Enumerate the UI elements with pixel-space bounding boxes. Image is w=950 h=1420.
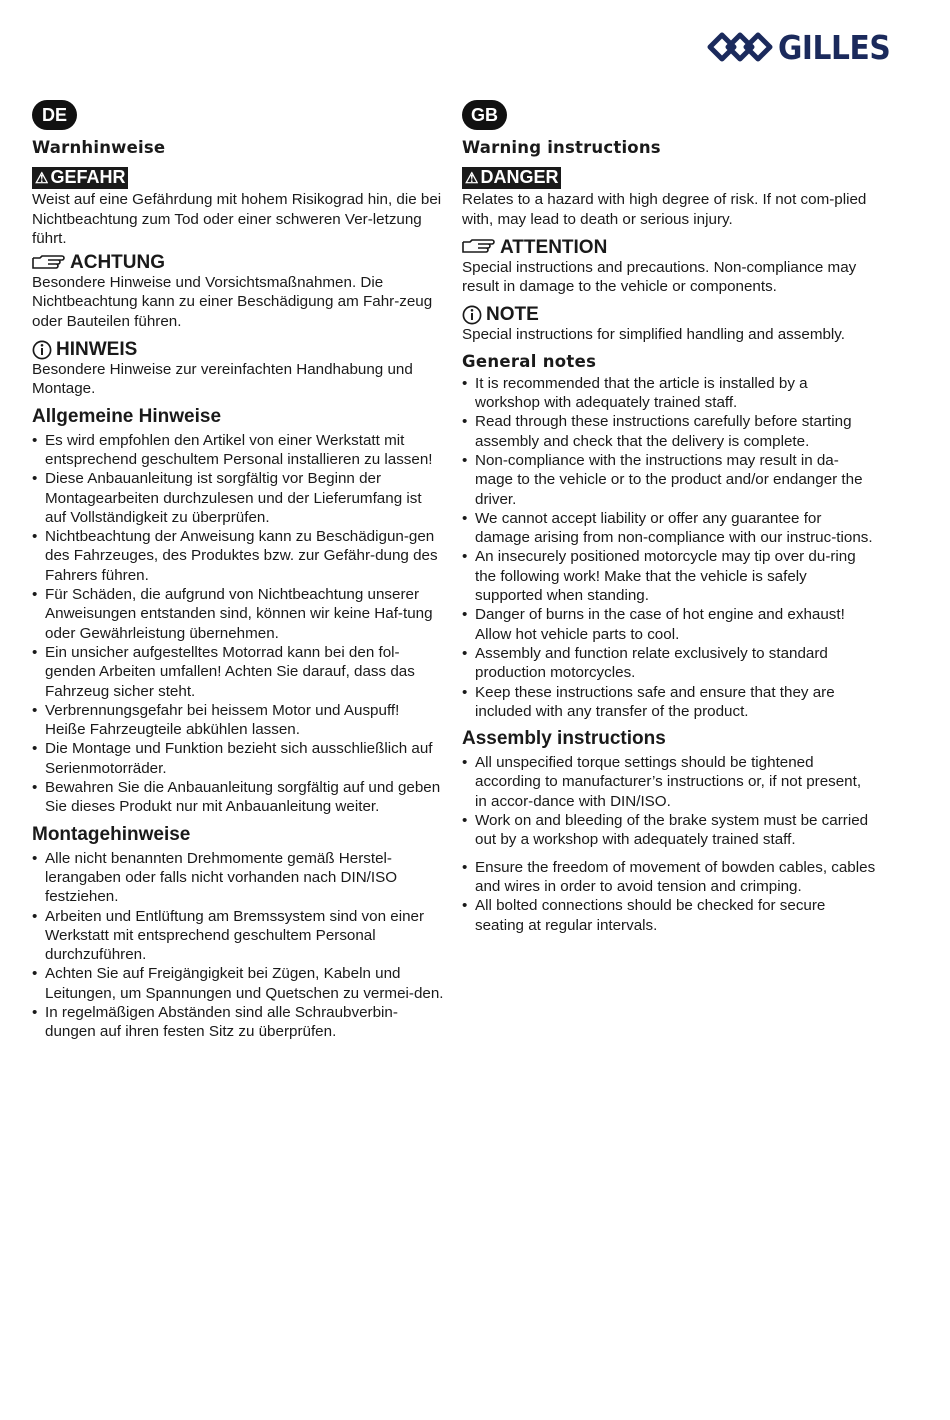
column-gb xyxy=(462,100,876,935)
pointing-hand-icon xyxy=(462,239,496,255)
gilles-logo xyxy=(706,26,906,68)
assembly-list-gb xyxy=(462,753,876,935)
list-item: • Achten Sie auf Freigängigkeit bei Zügen, Kabeln und Leitungen, um Spannungen und Quetschen zu vermei-den. xyxy=(32,964,444,1003)
list-item: • Verbrennungsgefahr bei heissem Motor und Auspuff! Heiße Fahrzeugteile abkühlen lassen. xyxy=(32,701,444,740)
brand-name: GILLES xyxy=(778,27,891,67)
list-item: • Ein unsicher aufgestelltes Motorrad kann bei den fol-genden Arbeiten umfallen! Achten Sie darauf, dass das Fahrzeug sicher steht. xyxy=(32,643,444,701)
danger-text-gb: Relates to a hazard with high degree of risk. If not com-plied with, may lead to death or serious injury. xyxy=(462,191,867,228)
warning-triangle-icon: ⚠ xyxy=(465,170,479,188)
list-item: • Assembly and function relate exclusively to standard production motorcycles. xyxy=(462,644,876,683)
pointing-hand-icon xyxy=(32,255,66,271)
list-item: • We cannot accept liability or offer any guarantee for damage arising from non-compliance with our instruc-tions. xyxy=(462,509,876,548)
general-notes-list-de xyxy=(32,431,444,817)
list-item: • Nichtbeachtung der Anweisung kann zu Beschädigun-gen des Fahrzeuges, des Produktes bzw. zur Gefähr-dung des Fahrers führen. xyxy=(32,527,444,585)
list-item: • Bewahren Sie die Anbauanleitung sorgfältig auf und geben Sie dieses Produkt nur mit Anbauanleitung weiter. xyxy=(32,778,444,817)
list-item: • Alle nicht benannten Drehmomente gemäß Herstel-lerangaben oder falls nicht vorhanden nach DIN/ISO festziehen. xyxy=(32,849,444,907)
list-item: • Read through these instructions carefully before starting assembly and check that the delivery is complete. xyxy=(462,412,876,451)
list-item: • Für Schäden, die aufgrund von Nichtbeachtung unserer Anweisungen entstanden sind, können wir keine Haf-tung oder Gewährleistung übernehmen. xyxy=(32,585,444,643)
assembly-title-gb: Assembly instructions xyxy=(462,728,666,750)
column-de xyxy=(32,100,444,1042)
assembly-list-de xyxy=(32,849,444,1042)
list-item: • Es wird empfohlen den Artikel von einer Werkstatt mit entsprechend geschultem Personal installieren zu lassen! xyxy=(32,431,444,470)
list-item: • All unspecified torque settings should be tightened according to manufacturer’s instructions or, if not present, in accor-dance with DIN/ISO. xyxy=(462,753,876,811)
danger-label-gb: ⚠ DANGER xyxy=(462,167,561,189)
note-label-de: HINWEIS xyxy=(32,339,444,360)
list-item: • Die Montage und Funktion bezieht sich ausschließlich auf Serienmotorräder. xyxy=(32,739,444,778)
list-item: • In regelmäßigen Abständen sind alle Schraubverbin-dungen auf ihren festen Sitz zu überprüfen. xyxy=(32,1003,444,1042)
assembly-title-de: Montagehinweise xyxy=(32,823,191,845)
warning-triangle-icon: ⚠ xyxy=(35,170,49,188)
warnings-title-gb: Warning instructions xyxy=(462,138,661,157)
attention-label-de: ACHTUNG xyxy=(32,252,444,273)
danger-text-de: Weist auf eine Gefährdung mit hohem Risikograd hin, die bei Nichtbeachtung zum Tod oder einer schweren Ver-letzung führt. xyxy=(32,191,442,247)
attention-label-gb: ATTENTION xyxy=(462,237,876,258)
general-notes-title-gb: General notes xyxy=(462,351,597,371)
list-item: • All bolted connections should be checked for secure seating at regular intervals. xyxy=(462,896,876,935)
gilles-emblem-icon xyxy=(706,27,776,67)
note-text-gb: Special instructions for simplified handling and assembly. xyxy=(462,326,845,344)
general-notes-list-gb xyxy=(462,374,876,721)
attention-text-gb: Special instructions and precautions. Non-compliance may result in damage to the vehicle or components. xyxy=(462,258,857,296)
list-item: • Keep these instructions safe and ensure that they are included with any transfer of the product. xyxy=(462,683,876,722)
list-item: • Diese Anbauanleitung ist sorgfältig vor Beginn der Montagearbeiten durchzulesen und der Lieferumfang ist auf Vollständigkeit zu überprüfen. xyxy=(32,469,444,527)
list-item: • Work on and bleeding of the brake system must be carried out by a workshop with adequately trained staff. xyxy=(462,811,876,850)
general-notes-title-de: Allgemeine Hinweise xyxy=(32,405,222,427)
attention-text-de: Besondere Hinweise und Vorsichtsmaßnahmen. Die Nichtbeachtung kann zu einer Beschädigung am Fahr-zeug oder Bauteilen führen. xyxy=(32,274,433,330)
list-item: • Ensure the freedom of movement of bowden cables, cables and wires in order to avoid tension and crimping. xyxy=(462,858,876,897)
note-label-gb: NOTE xyxy=(462,304,876,325)
note-text-de: Besondere Hinweise zur vereinfachten Handhabung und Montage. xyxy=(32,361,413,398)
list-item: • Non-compliance with the instructions may result in da-mage to the vehicle or to the product and/or endanger the driver. xyxy=(462,451,876,509)
list-item: • It is recommended that the article is installed by a workshop with adequately trained staff. xyxy=(462,374,876,413)
info-circle-icon xyxy=(462,305,482,325)
language-badge-gb: GB xyxy=(462,100,507,130)
info-circle-icon xyxy=(32,340,52,360)
list-item: • An insecurely positioned motorcycle may tip over du-ring the following work! Make that the vehicle is safely supported when standing. xyxy=(462,547,876,605)
list-item: • Danger of burns in the case of hot engine and exhaust! Allow hot vehicle parts to cool. xyxy=(462,605,876,644)
danger-label-de: ⚠ GEFAHR xyxy=(32,167,128,189)
language-badge-de: DE xyxy=(32,100,77,130)
warnings-title-de: Warnhinweise xyxy=(32,138,166,157)
list-item: • Arbeiten und Entlüftung am Bremssystem sind von einer Werkstatt mit entsprechend geschultem Personal durchzuführen. xyxy=(32,907,444,965)
